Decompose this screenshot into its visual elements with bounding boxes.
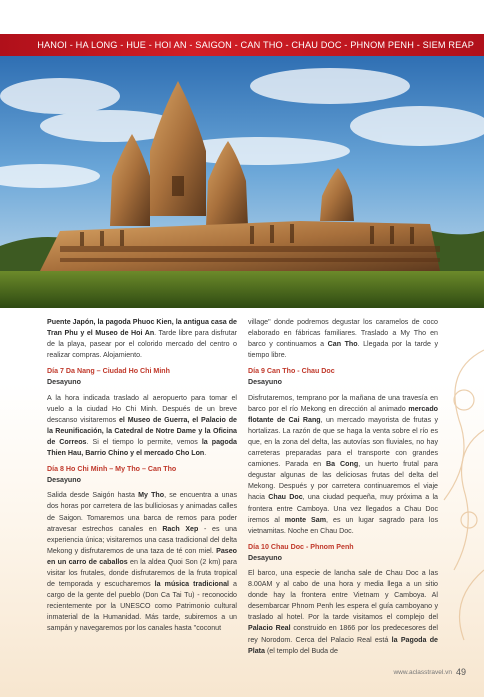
temple-photo bbox=[0, 56, 484, 308]
highlight-text: Ba Cong bbox=[326, 460, 359, 469]
highlight-text: Can Tho bbox=[327, 340, 358, 349]
body-text: El barco, una especie de lancha sale de Chau Doc a las 8.00AM y al cabo de una hora y media llega a un sitio donde hay la frontera entre Vietnam y Camboya. Al desembarcar Phnom Penh les espera el guía camboyano y traslado al hotel. Por la tarde visitamos el complejo del bbox=[248, 568, 438, 622]
highlight-text: la música tradicional bbox=[154, 580, 229, 589]
highlight-text: mercado flotante de Cai Rang bbox=[248, 404, 438, 424]
highlight-text: Palacio Real bbox=[248, 624, 291, 633]
body-text: village" donde podremos degustar los caramelos de coco elaborado en fábricas familiares. Traslado a My Tho en barco y continuamos a bbox=[248, 318, 438, 349]
body-text: . bbox=[204, 449, 207, 458]
day9-title: Día 9 Can Tho - Chau Doc bbox=[248, 367, 335, 376]
day9-text bbox=[248, 393, 438, 537]
intro-seg bbox=[47, 318, 237, 359]
website-link[interactable]: www.aclasstravel.vn bbox=[393, 668, 452, 676]
body-text: (el templo del Buda de bbox=[264, 646, 338, 655]
highlight-text: Rach Xep bbox=[162, 524, 199, 533]
day10-title: Día 10 Chau Doc - Phnom Penh bbox=[248, 542, 354, 551]
day7-title: Día 7 Da Nang – Ciudad Ho Chi Minh bbox=[47, 367, 170, 376]
day10-text bbox=[248, 568, 438, 657]
day10-meal: Desayuno bbox=[248, 553, 282, 562]
continuation-paragraph bbox=[248, 317, 438, 361]
body-text: , un huerto frutal para degustar algunas de las deliciosas frutas del delta del Mekong. Después y por carretera continuaremos el viaje hacia bbox=[248, 460, 439, 502]
route-banner bbox=[0, 34, 484, 56]
body-text: . Si el tiempo lo permite, vemos bbox=[86, 437, 202, 446]
body-text: en la aldea Quoi Son (2 km) para visitar los frutales, donde disfrutaremos de la fruta tropical de temporada y escucharemos bbox=[47, 557, 237, 589]
day7-text bbox=[47, 393, 237, 460]
body-text: A la hora indicada traslado al aeropuerto para tomar el vuelo a la ciudad Ho Chi Minh. Después de un breve descanso visitaremos bbox=[47, 393, 237, 424]
body-text: - es una experiencia única; visitaremos una casa tradicional del delta Mekong y disfrutaremos de una taza de té con miel. bbox=[47, 524, 237, 555]
cont-seg bbox=[248, 318, 438, 359]
highlight-text: Puente Japón, la pagoda Phuoc Kien, la antigua casa de Tran Phu y el Museo de Hoi An bbox=[47, 318, 237, 338]
page-footer bbox=[393, 667, 466, 677]
day9-seg bbox=[248, 394, 438, 535]
day8-seg bbox=[47, 491, 237, 632]
day7-meal: Desayuno bbox=[47, 378, 81, 387]
highlight-text: el Museo de Guerra, el Palacio de la Reunificación, la Catedral de Notre Dame y la Oficina de Correos bbox=[47, 415, 237, 446]
body-text: . Llegada por la tarde y tiempo libre. bbox=[248, 340, 439, 360]
day8-meal: Desayuno bbox=[47, 476, 81, 485]
left-column bbox=[47, 317, 237, 640]
body-text: , es un lugar sagrado para los vietnamitas. Noche en Chau Doc. bbox=[248, 515, 438, 535]
highlight-text: monte Sam bbox=[284, 515, 327, 524]
highlight-text: Paseo en un carro de caballos bbox=[47, 546, 237, 566]
body-text: , una ciudad pequeña, muy próxima a la frontera entre Camboya. Una vez llegados a Chau Doc iremos al bbox=[248, 493, 439, 524]
body-text: construido en 1866 por los predecesores del rey Norodom. Cerca del Palacio Real está bbox=[248, 624, 438, 644]
page-number: 49 bbox=[455, 667, 466, 677]
highlight-text: la Pagoda de Plata bbox=[248, 635, 439, 655]
body-text: , se encuentra a unas dos horas por carretera de las bulliciosas y animadas calles de Saigon. Tomaremos una barca de remos para poder atravesar estrechos canales en bbox=[47, 491, 237, 533]
day8-title: Día 8 Ho Chi Minh – My Tho – Can Tho bbox=[47, 465, 177, 474]
lotus-ornament-icon bbox=[424, 310, 484, 697]
route-text: HANOI - HA LONG - HUE - HOI AN - SAIGON - CAN THO - CHAU DOC - PHNOM PENH - SIEM REAP bbox=[37, 40, 474, 50]
body-text: Disfrutaremos, temprano por la mañana de una travesía en barco por el río Mekong en dirección al animado bbox=[248, 393, 438, 413]
body-text: , un mercado mayorista de frutas y hortalizas. La razón de que se haga la venta sobre el río es que, en la zona del delta, las autovías son fluviales, no hay carreteras preparadas para el transporte con grandes camiones. Parada en bbox=[248, 415, 438, 469]
day8-text bbox=[47, 490, 237, 634]
day7-seg bbox=[47, 394, 237, 457]
highlight-text: My Tho bbox=[138, 491, 165, 500]
day10-seg bbox=[248, 569, 438, 655]
highlight-text: Chau Doc bbox=[268, 493, 303, 502]
body-text: a cargo de la gente del pueblo (Don Ca Tai Tu) - reconocido recientemente por la UNESCO como Patrimonio cultural inmaterial de la Humanidad. Más tarde, subiremos a un sampán y navegaremos por los canales hasta "coconut bbox=[47, 580, 237, 633]
right-column bbox=[248, 317, 438, 662]
body-text: Salida desde Saigón hasta bbox=[47, 491, 139, 500]
highlight-text: la pagoda Thien Hau, Barrio Chino y el mercado Cho Lon bbox=[47, 437, 237, 458]
body-text: . Tarde libre para disfrutar de la playa, pasear por el colorido mercado del centro o realizar compras. Alojamiento. bbox=[47, 329, 237, 360]
intro-paragraph bbox=[47, 317, 237, 361]
day9-meal: Desayuno bbox=[248, 378, 282, 387]
